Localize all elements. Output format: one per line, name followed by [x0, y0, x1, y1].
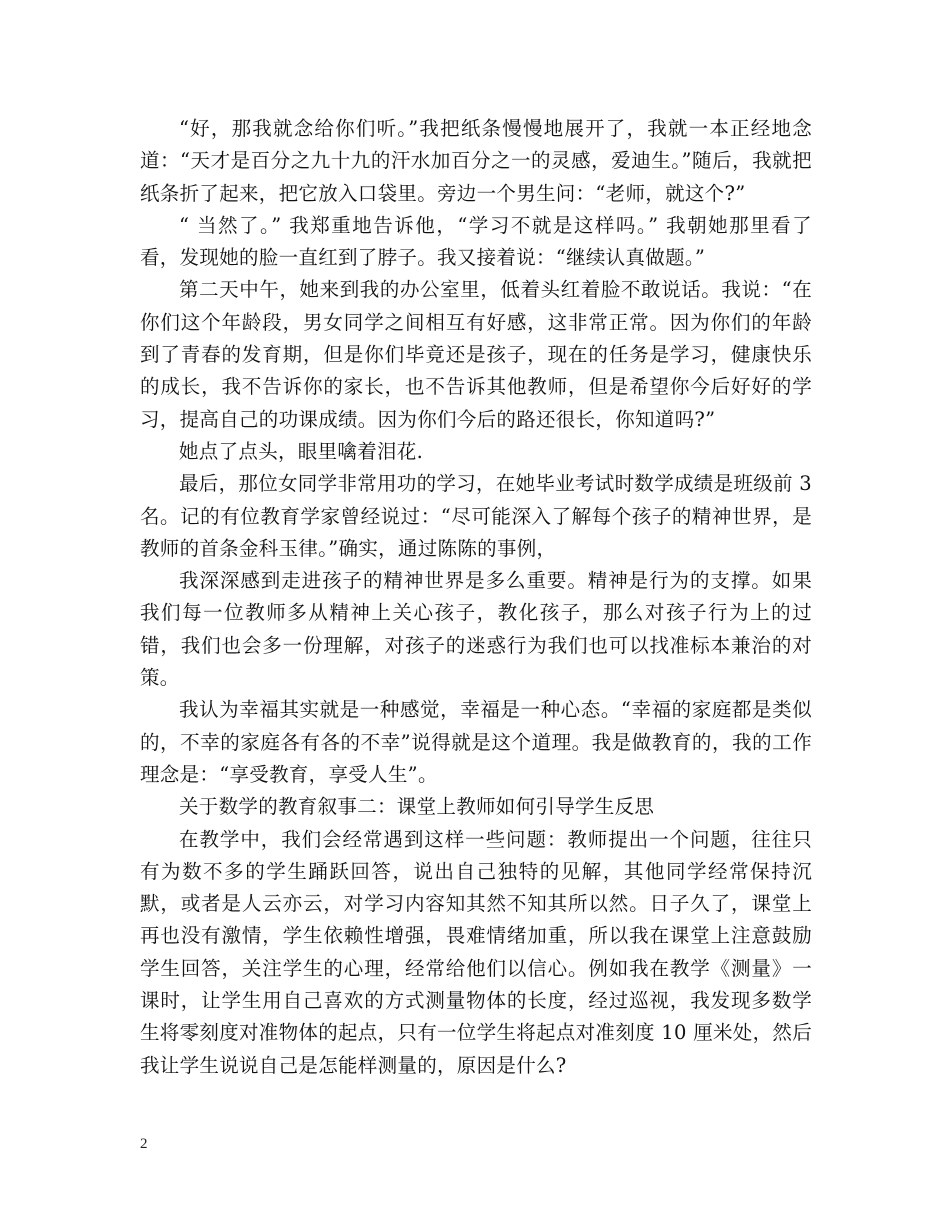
paragraph-reading-note: “好，那我就念给你们听。”我把纸条慢慢地展开了，我就一本正经地念道：“天才是百分之九十九的汗水加百分之一的灵感，爱迪生。”随后，我就把纸条折了起来，把它放入口袋里。旁边一个男生问：“老师，就这个?”	[140, 117, 812, 205]
page-number: 2	[140, 1136, 148, 1152]
paragraph-spiritual-world: 我深深感到走进孩子的精神世界是多么重要。精神是行为的支撑。如果我们每一位教师多从精神上关心孩子，教化孩子，那么对孩子行为上的过错，我们也会多一份理解，对孩子的迷惑行为我们也可以找准标本兼治的对策。	[140, 569, 812, 690]
paragraph-happiness: 我认为幸福其实就是一种感觉，幸福是一种心态。“幸福的家庭都是类似的，不幸的家庭各有各的不幸”说得就是这个道理。我是做教育的，我的工作理念是：“享受教育，享受人生”。	[140, 698, 812, 786]
paragraph-of-course: “ 当然了。” 我郑重地告诉他，“学习不就是这样吗。” 我朝她那里看了看，发现她的脸一直红到了脖子。我又接着说：“继续认真做题。”	[140, 213, 812, 270]
paragraph-next-day: 第二天中午，她来到我的办公室里，低着头红着脸不敢说话。我说：“在你们这个年龄段，男女同学之间相互有好感，这非常正常。因为你们的年龄到了青春的发育期，但是你们毕竟还是孩子，现在的任务是学习，健康快乐的成长，我不告诉你的家长，也不告诉其他教师，但是希望你今后好好的学习，提高自己的功课成绩。因为你们今后的路还很长，你知道吗?”	[140, 278, 812, 431]
paragraph-finally: 最后，那位女同学非常用功的学习，在她毕业考试时数学成绩是班级前 3 名。记的有位教育学家曾经说过：“尽可能深入了解每个孩子的精神世界，是教师的首条金科玉律。”确实，通过陈陈的事例，	[140, 472, 813, 560]
body-text	[140, 113, 812, 1082]
paragraph-teaching: 在教学中，我们会经常遇到这样一些问题：教师提出一个问题，往往只有为数不多的学生踊跃回答，说出自己独特的见解，其他同学经常保持沉默，或者是人云亦云，对学习内容知其然不知其所以然。日子久了，课堂上再也没有激情，学生依赖性增强，畏难情绪加重，所以我在课堂上注意鼓励学生回答，关注学生的心理，经常给他们以信心。例如我在教学《测量》一课时，让学生用自己喜欢的方式测量物体的长度，经过巡视，我发现多数学生将零刻度对准物体的起点，只有一位学生将起点对准刻度 10 厘米处，然后我让学生说说自己是怎能样测量的，原因是什么?	[140, 827, 813, 1077]
section-heading: 关于数学的教育叙事二：课堂上教师如何引导学生反思	[179, 795, 655, 819]
paragraph-nodded: 她点了点头，眼里噙着泪花.	[179, 439, 424, 463]
